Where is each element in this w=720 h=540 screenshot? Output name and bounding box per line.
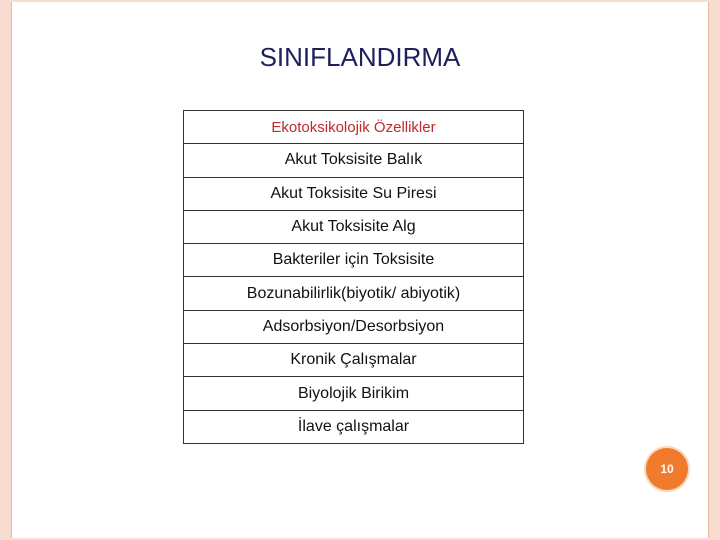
table-cell: Akut Toksisite Alg <box>184 210 524 243</box>
page-number-badge: 10 <box>646 448 688 490</box>
slide-title: SINIFLANDIRMA <box>259 42 461 72</box>
table-row <box>184 410 524 443</box>
table-row <box>184 177 524 210</box>
table-cell: Akut Toksisite Su Piresi <box>184 177 524 210</box>
table-row <box>184 310 524 343</box>
slide-border-right <box>708 0 720 540</box>
table-row <box>184 277 524 310</box>
table-cell: İlave çalışmalar <box>184 410 524 443</box>
slide-border-top <box>0 0 720 2</box>
table-cell: Bozunabilirlik(biyotik/ abiyotik) <box>184 277 524 310</box>
table-row <box>184 377 524 410</box>
table-cell: Akut Toksisite Balık <box>184 144 524 177</box>
table-row <box>184 144 524 177</box>
table-row <box>184 244 524 277</box>
table-cell: Adsorbsiyon/Desorbsiyon <box>184 310 524 343</box>
table-cell: Kronik Çalışmalar <box>184 344 524 377</box>
table-row <box>184 210 524 243</box>
table-cell: Bakteriler için Toksisite <box>184 244 524 277</box>
table-header-row <box>184 111 524 144</box>
properties-table <box>183 110 524 444</box>
slide-border-left <box>0 0 12 540</box>
table-cell: Biyolojik Birikim <box>184 377 524 410</box>
table-header-cell: Ekotoksikolojik Özellikler <box>184 111 524 144</box>
table-row <box>184 344 524 377</box>
